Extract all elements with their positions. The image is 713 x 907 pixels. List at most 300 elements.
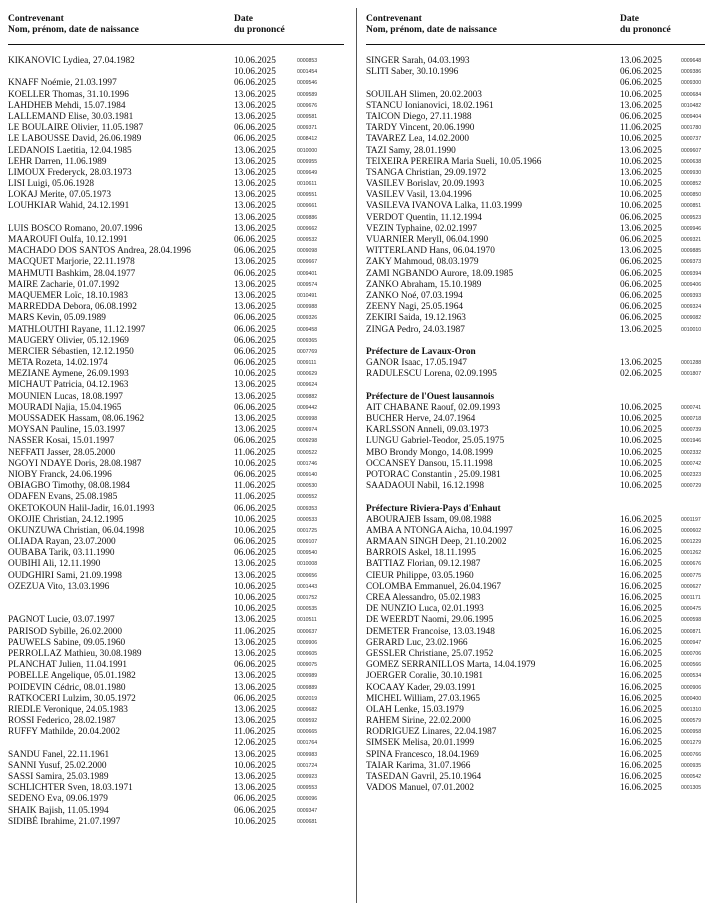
case-number: 0010482 (681, 102, 702, 109)
pronouncement-date: 13.06.2025 (234, 682, 276, 693)
pronouncement-date: 16.06.2025 (620, 559, 662, 570)
pronouncement-date: 10.06.2025 (234, 458, 276, 469)
header-rule (366, 44, 705, 45)
pronouncement-date: 06.06.2025 (234, 335, 276, 346)
case-number: 0000935 (681, 762, 702, 769)
offender-entry (8, 470, 344, 481)
pronouncement-date: 16.06.2025 (620, 738, 662, 749)
pronouncement-date: 11.06.2025 (234, 727, 276, 738)
case-number: 0009300 (681, 80, 702, 87)
offender-entry (366, 369, 705, 380)
right-column (366, 0, 705, 907)
case-number: 0009140 (297, 471, 318, 478)
pronouncement-date: 10.06.2025 (234, 593, 276, 603)
pronouncement-date: 06.06.2025 (620, 257, 662, 268)
pronouncement-date: 06.06.2025 (234, 358, 276, 369)
offender-name: MBO Brondy Mongo, 14.08.1999 (366, 447, 494, 458)
offender-entry (8, 78, 344, 89)
offender-name: LE LABOUSSE David, 26.06.1989 (8, 134, 142, 145)
case-number: 0000852 (681, 181, 702, 188)
pronouncement-date: 11.06.2025 (234, 492, 276, 503)
pronouncement-date: 13.06.2025 (234, 671, 276, 682)
pronouncement-date: 06.06.2025 (620, 67, 662, 78)
pronouncement-date: 13.06.2025 (234, 179, 276, 190)
pronouncement-date: 06.06.2025 (234, 123, 276, 134)
case-number: 0009906 (297, 639, 318, 646)
pronouncement-date: 13.06.2025 (234, 570, 276, 581)
offender-entry (366, 738, 705, 749)
right-entries (366, 56, 705, 794)
offender-entry (8, 783, 344, 794)
pronouncement-date: 16.06.2025 (620, 581, 662, 592)
case-number: 0010008 (297, 561, 318, 568)
offender-entry (8, 90, 344, 101)
offender-entry (366, 436, 705, 447)
pronouncement-date: 13.06.2025 (234, 772, 276, 782)
pronouncement-date: 06.06.2025 (234, 246, 276, 257)
pronouncement-date: 16.06.2025 (620, 593, 662, 603)
offender-entry (366, 716, 705, 727)
offender-name: OUBIHI Ali, 12.11.1990 (8, 559, 101, 570)
offender-entry (366, 481, 705, 492)
pronouncement-date: 10.06.2025 (234, 760, 276, 771)
pronouncement-date: 13.06.2025 (234, 145, 276, 156)
offender-name: OLIADA Rayan, 23.07.2000 (8, 537, 116, 548)
pronouncement-date: 13.06.2025 (234, 425, 276, 436)
case-number: 0009607 (681, 147, 702, 154)
case-number: 0010000 (297, 147, 318, 154)
offender-entry (8, 727, 344, 738)
case-number: 0009676 (297, 102, 318, 109)
offender-entry (366, 90, 705, 101)
offender-name: MARS Kevin, 05.09.1989 (8, 313, 106, 324)
offender-name: RIEDLE Veronique, 24.05.1983 (8, 704, 128, 715)
case-number: 0001780 (681, 125, 702, 132)
offender-entry (366, 291, 705, 302)
pronouncement-date: 06.06.2025 (234, 660, 276, 671)
offender-entry (366, 727, 705, 738)
right-column-header (366, 14, 705, 48)
offender-name: TSANGA Christian, 29.09.1972 (366, 167, 487, 178)
case-number: 0009930 (681, 169, 702, 176)
case-number: 0009551 (297, 192, 318, 199)
pronouncement-date: 06.06.2025 (620, 212, 662, 223)
offender-name: SIMSEK Melisa, 20.01.1999 (366, 738, 475, 749)
offender-entry (8, 67, 344, 78)
case-number: 0009096 (297, 796, 318, 803)
offender-entry (8, 213, 344, 224)
offender-name: TAZI Samy, 28.01.1990 (366, 145, 456, 156)
offender-name: LOKAJ Merite, 07.05.1973 (8, 190, 112, 201)
pronouncement-date: 11.06.2025 (620, 123, 662, 134)
offender-name: ZINGA Pedro, 24.03.1987 (366, 324, 465, 335)
offender-name: NASSER Kosai, 15.01.1997 (8, 436, 115, 447)
case-number: 0001946 (681, 438, 702, 445)
offender-entry (366, 213, 705, 224)
offender-entry (8, 448, 344, 459)
offender-entry (366, 414, 705, 425)
column-divider (356, 8, 357, 903)
case-number: 0001764 (297, 740, 318, 747)
pronouncement-date: 16.06.2025 (620, 727, 662, 738)
heading-name-birthdate: Nom, prénom, date de naissance (366, 25, 497, 35)
heading-name-birthdate: Nom, prénom, date de naissance (8, 25, 139, 35)
case-number: 0010511 (297, 617, 317, 624)
pronouncement-date: 13.06.2025 (620, 100, 662, 111)
offender-entry (8, 425, 344, 436)
case-number: 0009882 (297, 393, 318, 400)
pronouncement-date: 10.06.2025 (620, 481, 662, 492)
pronouncement-date: 02.06.2025 (620, 369, 662, 380)
offender-name: CREA Alessandro, 05.02.1983 (366, 593, 481, 603)
offender-entry (366, 548, 705, 559)
offender-name: MAIRE Zacharie, 01.07.1992 (8, 279, 120, 290)
pronouncement-date: 06.06.2025 (620, 313, 662, 324)
pronouncement-date: 10.06.2025 (234, 604, 276, 615)
offender-name: LEHR Darren, 11.06.1989 (8, 156, 107, 167)
offender-entry (8, 459, 344, 470)
pronouncement-date: 10.06.2025 (620, 179, 662, 190)
case-number: 0000579 (681, 718, 702, 725)
offender-entry (8, 380, 344, 391)
pronouncement-date: 10.06.2025 (620, 402, 662, 413)
pronouncement-date: 13.06.2025 (620, 145, 662, 156)
pronouncement-date: 06.06.2025 (234, 469, 276, 480)
case-number: 0009667 (297, 259, 318, 266)
case-number: 0009682 (297, 706, 318, 713)
case-number: 0009540 (297, 550, 318, 557)
offender-name: ZEENY Nagi, 25.05.1964 (366, 302, 463, 313)
case-number: 0000475 (681, 606, 702, 613)
offender-name: SASSI Samira, 25.03.1989 (8, 772, 109, 782)
offender-entry (8, 134, 344, 145)
heading-date: Date (234, 14, 253, 24)
offender-entry (8, 817, 344, 828)
offender-name: PARISOD Sybille, 26.02.2000 (8, 626, 123, 637)
pronouncement-date: 13.06.2025 (234, 380, 276, 391)
offender-name: CIEUR Philippe, 03.05.1960 (366, 570, 474, 581)
pronouncement-date: 10.06.2025 (234, 525, 276, 536)
case-number: 0009298 (297, 438, 318, 445)
offender-entry (8, 716, 344, 727)
offender-name: TAIAR Karima, 31.07.1966 (366, 760, 471, 771)
offender-name: ZANKO Noé, 07.03.1994 (366, 290, 463, 301)
case-number: 0000850 (681, 192, 702, 199)
case-number: 0002323 (681, 471, 702, 478)
case-number: 0009553 (297, 785, 318, 792)
date-column-heading (620, 14, 671, 36)
offender-entry (8, 537, 344, 548)
case-number: 0009946 (681, 225, 702, 232)
offender-name: POIDEVIN Cédric, 08.01.1980 (8, 682, 126, 693)
offender-entry (8, 403, 344, 414)
case-number: 0002332 (681, 449, 702, 456)
offender-entry (8, 347, 344, 358)
offender-name: ARMAAN SINGH Deep, 21.10.2002 (366, 537, 507, 548)
offender-entry (366, 470, 705, 481)
offender-name: OKETOKOUN Halil-Jadir, 16.01.1993 (8, 503, 155, 514)
offender-entry (366, 705, 705, 716)
offender-name: GESSLER Christiane, 25.07.1952 (366, 648, 494, 659)
case-number: 0007769 (297, 348, 318, 355)
case-number: 0000534 (681, 673, 702, 680)
offender-entry (366, 67, 705, 78)
section-spacer (366, 380, 705, 391)
offender-name: KARLSSON Anneli, 09.03.1973 (366, 425, 489, 436)
offender-entry (8, 123, 344, 134)
case-number: 0009347 (297, 807, 318, 814)
offender-name: ROSSI Federico, 28.02.1987 (8, 716, 116, 727)
case-number: 0009605 (297, 650, 318, 657)
offender-name: MICHAUT Patricia, 04.12.1963 (8, 380, 129, 391)
offender-entry (8, 571, 344, 582)
offender-name: MOUSSADEK Hassam, 08.06.1962 (8, 414, 145, 424)
pronouncement-date: 16.06.2025 (620, 537, 662, 548)
offender-name: LE BOULAIRE Olivier, 11.05.1987 (8, 123, 144, 134)
case-number: 0009401 (297, 270, 318, 277)
pronouncement-date: 16.06.2025 (620, 660, 662, 671)
case-number: 0001746 (297, 460, 318, 467)
offender-entry (8, 146, 344, 157)
offender-entry (366, 526, 705, 537)
pronouncement-date: 16.06.2025 (620, 626, 662, 637)
case-number: 0009404 (681, 113, 702, 120)
offender-entry (366, 246, 705, 257)
pronouncement-date: 06.06.2025 (234, 693, 276, 704)
pronouncement-date: 13.06.2025 (234, 201, 276, 212)
pronouncement-date: 10.06.2025 (620, 436, 662, 447)
offender-entry (366, 593, 705, 604)
offender-entry (8, 649, 344, 660)
offender-entry (366, 280, 705, 291)
offender-entry (366, 750, 705, 761)
offender-name: RATKOCERI Lulzim, 30.05.1972 (8, 693, 136, 704)
offender-name: TEIXEIRA PEREIRA Maria Sueli, 10.05.1966 (366, 156, 542, 167)
case-number: 0001724 (297, 762, 318, 769)
offender-name: MERCIER Sébastien, 12.12.1950 (8, 346, 134, 357)
offender-entry (8, 224, 344, 235)
offender-name: SINGER Sarah, 04.03.1993 (366, 56, 470, 66)
offender-name: BATTIAZ Florian, 09.12.1987 (366, 559, 481, 570)
case-number: 0009075 (297, 662, 318, 669)
pronouncement-date: 10.06.2025 (620, 134, 662, 145)
offender-name: MOYSAN Pauline, 15.03.1997 (8, 425, 125, 436)
case-number: 0000627 (681, 583, 702, 590)
case-number: 0009974 (297, 427, 318, 434)
case-number: 0009393 (681, 292, 702, 299)
offender-name: MAQUEMER Loïc, 18.10.1983 (8, 290, 129, 301)
pronouncement-date: 11.06.2025 (234, 626, 276, 637)
offender-name: PERROLLAZ Mathieu, 30.08.1989 (8, 648, 142, 659)
offender-entry (366, 604, 705, 615)
pronouncement-date: 06.06.2025 (234, 346, 276, 357)
offender-entry (8, 56, 344, 67)
offender-entry (8, 291, 344, 302)
case-number: 0009394 (681, 270, 702, 277)
offender-entry (8, 392, 344, 403)
offender-entry (8, 638, 344, 649)
pronouncement-date: 16.06.2025 (620, 704, 662, 715)
offender-name: SANDU Fanel, 22.11.1961 (8, 749, 110, 760)
prefecture-heading (366, 504, 705, 515)
case-number: 0009532 (297, 237, 318, 243)
offender-entry (8, 615, 344, 626)
case-number: 0001310 (681, 706, 702, 713)
case-number: 0009662 (297, 225, 318, 232)
case-number: 0009889 (297, 684, 318, 691)
offender-entry (8, 515, 344, 526)
offender-name: STANCU Ionianovici, 18.02.1961 (366, 100, 494, 111)
offender-entry (366, 783, 705, 794)
offender-name: LALLEMAND Elise, 30.03.1981 (8, 111, 134, 122)
offender-entry (8, 504, 344, 515)
case-number: 0000676 (681, 561, 702, 568)
case-number: 0000638 (681, 158, 702, 165)
prefecture-heading (366, 347, 705, 358)
offender-name: AIT CHABANE Raouf, 02.09.1993 (366, 402, 501, 413)
case-number: 0000637 (297, 628, 318, 635)
offender-name: LEDANOIS Laetitia, 12.04.1985 (8, 145, 132, 156)
offender-entry (8, 280, 344, 291)
offender-name: SHAIK Bajish, 11.05.1994 (8, 805, 109, 816)
case-number: 0000739 (681, 427, 702, 434)
offender-name: SIDIBÉ Ibrahime, 21.07.1997 (8, 816, 121, 827)
offender-name: LOUHKIAR Wahid, 24.12.1991 (8, 201, 130, 212)
offender-name: ODAFEN Evans, 25.08.1985 (8, 492, 118, 503)
offender-name: TASEDAN Gavril, 25.10.1964 (366, 772, 482, 782)
case-number: 0000737 (681, 136, 702, 143)
offender-entry (8, 806, 344, 817)
offender-name: ZEKIRI Saida, 19.12.1963 (366, 313, 466, 324)
offender-name: RODRIGUEZ Linares, 22.04.1987 (366, 727, 497, 738)
left-column-header (8, 14, 344, 48)
offender-entry (8, 548, 344, 559)
case-number: 0000775 (681, 572, 702, 579)
offender-entry (366, 649, 705, 660)
offender-entry (8, 627, 344, 638)
case-number: 0008412 (297, 136, 318, 143)
offender-name: AMBA A NTONGA Aicha, 10.04.1997 (366, 525, 513, 536)
pronouncement-date: 10.06.2025 (234, 816, 276, 827)
offender-name: OLAH Lenke, 15.03.1979 (366, 704, 464, 715)
offender-entry (366, 56, 705, 67)
offender-entry (8, 671, 344, 682)
pronouncement-date: 06.06.2025 (234, 794, 276, 805)
offender-name: TAICON Diego, 27.11.1988 (366, 111, 472, 122)
offender-entry (8, 336, 344, 347)
case-number: 0000851 (681, 203, 702, 210)
offender-name: KOELLER Thomas, 31.10.1996 (8, 89, 129, 100)
offender-entry (366, 772, 705, 783)
case-number: 0009082 (681, 315, 702, 322)
offender-entry (366, 683, 705, 694)
pronouncement-date: 16.06.2025 (620, 693, 662, 704)
case-number: 0010611 (297, 181, 317, 188)
offender-entry (366, 269, 705, 280)
offender-name: PLANCHAT Julien, 11.04.1991 (8, 660, 128, 671)
case-number: 0009989 (297, 673, 318, 680)
offender-name: JOERGER Coralie, 30.10.1981 (366, 671, 483, 682)
pronouncement-date: 06.06.2025 (620, 290, 662, 301)
heading-pronounced: du prononcé (234, 25, 285, 35)
offender-entry (366, 425, 705, 436)
pronouncement-date: 13.06.2025 (620, 223, 662, 234)
pronouncement-date: 16.06.2025 (620, 783, 662, 794)
section-spacer (366, 336, 705, 347)
offender-name: MAHMUTI Bashkim, 28.04.1977 (8, 268, 136, 279)
offender-entry (8, 492, 344, 503)
offender-entry (8, 772, 344, 783)
pronouncement-date: 10.06.2025 (620, 425, 662, 436)
case-number: 0009406 (681, 281, 702, 288)
pronouncement-date: 16.06.2025 (620, 514, 662, 525)
offender-name: MATHLOUTHI Rayane, 11.12.1997 (8, 324, 146, 335)
offender-name: BUCHER Herve, 24.07.1964 (366, 414, 476, 424)
offender-name: SLITI Saber, 30.10.1996 (366, 67, 459, 78)
pronouncement-date: 13.06.2025 (234, 302, 276, 313)
offender-entry (8, 738, 344, 749)
offender-name: DEMETER Francoise, 13.03.1948 (366, 626, 495, 637)
offender-name: LIMOUX Frederyck, 28.03.1973 (8, 167, 132, 178)
pronouncement-date: 10.06.2025 (234, 581, 276, 592)
prefecture-title: Préfecture Riviera-Pays d'Enhaut (366, 503, 501, 514)
offender-column-heading (8, 14, 139, 36)
case-number: 0009886 (297, 214, 318, 221)
heading-offender: Contrevenant (366, 14, 422, 24)
case-number: 0009371 (297, 125, 318, 132)
pronouncement-date: 06.06.2025 (234, 324, 276, 335)
pronouncement-date: 06.06.2025 (234, 402, 276, 413)
offender-entry (8, 112, 344, 123)
offender-name: VUARNIER Meryll, 06.04.1990 (366, 235, 489, 245)
offender-name: OKOJIE Christian, 24.12.1995 (8, 514, 124, 525)
offender-entry (366, 302, 705, 313)
case-number: 0001305 (681, 785, 702, 792)
offender-entry (8, 593, 344, 604)
case-number: 0000718 (681, 416, 702, 422)
case-number: 0000552 (297, 494, 318, 501)
offender-name: OZEZUA Vito, 13.03.1996 (8, 581, 110, 592)
offender-name: SEDENO Eva, 09.06.1979 (8, 794, 108, 805)
offender-name: ZAKY Mahmoud, 08.03.1979 (366, 257, 479, 268)
pronouncement-date: 06.06.2025 (234, 805, 276, 816)
offender-entry (366, 559, 705, 570)
pronouncement-date: 06.06.2025 (234, 134, 276, 145)
case-number: 0001171 (681, 595, 701, 601)
pronouncement-date: 13.06.2025 (234, 257, 276, 268)
offender-entry (366, 660, 705, 671)
offender-name: LUIS BOSCO Romano, 20.07.1996 (8, 223, 143, 234)
offender-entry (8, 750, 344, 761)
case-number: 0009574 (297, 281, 318, 288)
case-number: 0000533 (297, 516, 318, 523)
offender-name: MICHEL William, 27.03.1965 (366, 693, 481, 704)
offender-entry (366, 224, 705, 235)
offender-name: PAGNOT Lucie, 03.07.1997 (8, 615, 115, 626)
pronouncement-date: 06.06.2025 (620, 111, 662, 122)
offender-entry (8, 179, 344, 190)
offender-entry (366, 190, 705, 201)
offender-entry (8, 481, 344, 492)
offender-name: RADULESCU Lorena, 02.09.1995 (366, 369, 497, 380)
heading-offender: Contrevenant (8, 14, 64, 24)
offender-entry (8, 101, 344, 112)
pronouncement-date: 11.06.2025 (234, 481, 276, 492)
offender-name: RUFFY Mathilde, 20.04.2002 (8, 727, 120, 738)
offender-entry (366, 112, 705, 123)
offender-name: SAADAOUI Nabil, 16.12.1998 (366, 481, 485, 492)
case-number: 0009983 (297, 751, 318, 758)
